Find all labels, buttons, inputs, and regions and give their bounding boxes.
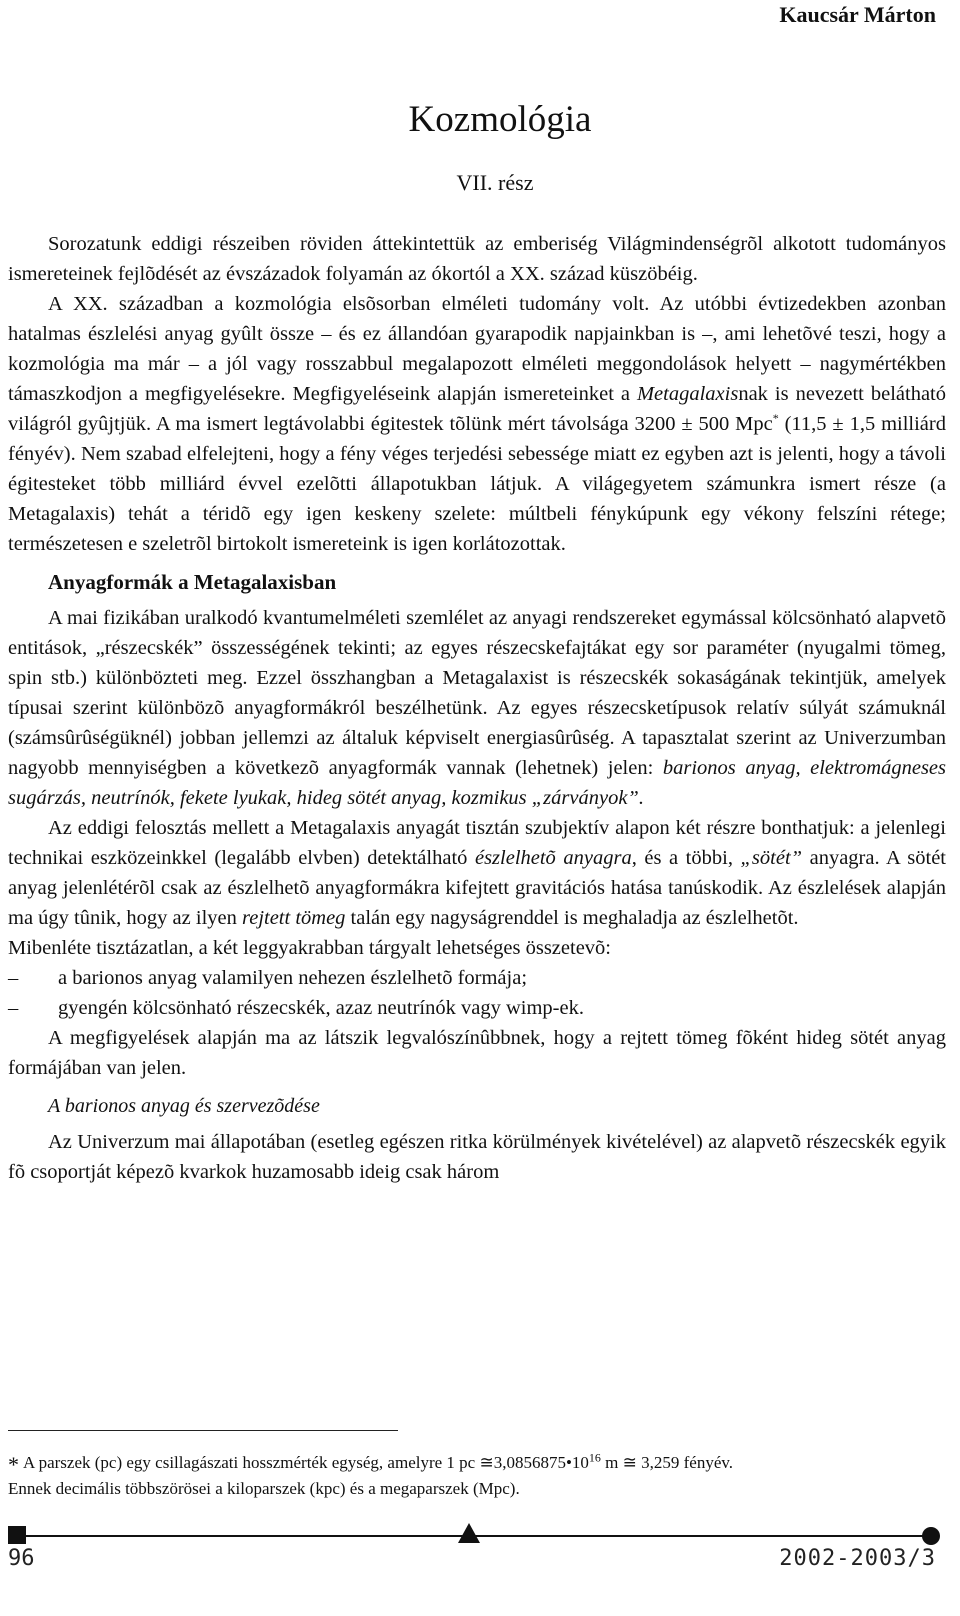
list-item <box>8 963 946 993</box>
article-title: Kozmológia <box>408 99 592 140</box>
text: (11,5 ± 1,5 milliárd fényév). Nem szabad elfelejteni, hogy a fény véges terjedési sebessége miatt ez egyben azt is jelenti, hogy a távoli égitesteket több milliárd évvel ezelõtti állapotukban látjuk. A világegyetem számunkra ismert része (a Metagalaxis) tehát a téridõ egy igen keskeny szelete: múltbeli fénykúpunk egy vékony felszíni rétege; természetesen e szeletrõl birtokolt ismereteink is igen korlátozottak. <box>8 413 946 555</box>
paragraph-dark-matter <box>8 813 946 933</box>
text: Az eddigi felosztás mellett a Metagalaxis anyagát tisztán szubjektív alapon két részre bonthatjuk: a jelenlegi technikai eszközeinkkel (legalább elvben) detektálható <box>8 817 946 869</box>
list-item-text: gyengén kölcsönható részecskék, azaz neutrínók vagy wimp-ek. <box>58 997 584 1019</box>
page-number: 96 <box>8 1546 35 1571</box>
text: nak is nevezett belátható világról gyûjtjük. A ma ismert legtávolabbi égitestek tõlünk mért távolsága 3200 ± 500 Mpc <box>8 383 946 435</box>
footnote-star: * <box>8 1452 19 1477</box>
component-list <box>8 963 946 1023</box>
author-name: Kaucsár Márton <box>779 2 936 27</box>
article-subtitle: VII. rész <box>456 170 534 195</box>
footnote-line-1 <box>8 1448 940 1476</box>
term-hidden-mass: rejtett tömeg <box>242 907 346 929</box>
article-body <box>8 229 946 1187</box>
text: anyagra. A sötét anyag jelenlétérõl csak az észlelhetõ anyagformákra kifejtett gravitációs hatása tanúskodik. Az észlelések alapján ma úgy tûnik, hogy az ilyen <box>8 847 946 929</box>
list-item <box>8 993 946 1023</box>
exponent: 16 <box>588 1450 601 1465</box>
list-item-text: a barionos anyag valamilyen nehezen észlelhetõ formája; <box>58 967 528 989</box>
section-heading-barion: A barionos anyag és szervezõdése <box>48 1095 320 1117</box>
dash-bullet: – <box>8 967 19 989</box>
section-heading-forms: Anyagformák a Metagalaxisban <box>48 570 337 594</box>
dash-bullet: – <box>8 997 19 1019</box>
text: A XX. században a kozmológia elsõsorban elméleti tudomány volt. Az utóbbi évtizedekben azonban hatalmas észlelési anyag gyûlt össze – és ez állandóan gyarapodik napjainkban is –, ami lehetõvé teszi, hogy a kozmológia ma már – a jól vagy rosszabbul megalapozott elméleti meggondolások helyett – nagymértékben támaszkodjon a megfigyelésekre. Megfigyeléseink alapján ismereteinket a <box>8 293 946 405</box>
text: A parszek (pc) egy csillagászati hosszmérték egység, amelyre 1 pc ≅3,0856875•10 <box>23 1453 589 1472</box>
footnote <box>8 1448 940 1502</box>
text: talán egy nagyságrenddel is meghaladja az észlelhetõt. <box>345 907 799 929</box>
term-observable-matter: észlelhetõ anyagra <box>474 847 632 869</box>
footnote-marker: * <box>772 411 779 426</box>
footnote-divider <box>8 1430 398 1431</box>
text: m ≅ 3,259 fényév. <box>600 1453 734 1472</box>
circle-icon <box>922 1527 940 1545</box>
paragraph-quarks: Az Univerzum mai állapotában (esetleg egészen ritka körülmények kivételével) az alapvetõ részecskék egyik fõ csoportját képezõ kvarkok huzamosabb ideig csak három <box>8 1131 946 1183</box>
text: A mai fizikában uralkodó kvantumelméleti szemlélet az anyagi rendszereket egymással kölcsönható alapvetõ entitások, „részecskék” összességének tekinti; az egyes részecskefajtákat egy sor paraméter (nyugalmi tömeg, spin stb.) különbözteti meg. Ezzel összhangban a Metagalaxist is részecskék sokaságának tekintjük, amelyek típusai szerint különbözõ anyagformákról beszélhetünk. Az egyes részecsketípusok relatív súlyát számuknál (számsûrûségüknél) jobban jellemzi az általuk képviselt energiasûrûség. A tapasztalat szerint az Univerzumban nagyobb mennyiségben a következõ anyagformák vannak (lehetnek) jelen: <box>8 607 946 779</box>
footnote-line-2: Ennek decimális többszörösei a kiloparszek (kpc) és a megaparszek (Mpc). <box>8 1479 520 1498</box>
matter-forms-list: barionos anyag, elektromágneses sugárzás, neutrínók, fekete lyukak, hideg sötét anyag, kozmikus „zárványok”. <box>8 757 946 809</box>
paragraph-matter-forms <box>8 603 946 813</box>
paragraph-20th-century <box>8 289 946 559</box>
paragraph-conclusion: A megfigyelések alapján ma az látszik legvalószínûbbnek, hogy a rejtett tömeg fõként hideg sötét anyag formájában van jelen. <box>8 1027 946 1079</box>
square-icon <box>8 1526 26 1544</box>
term-dark: „sötét” <box>740 847 803 869</box>
text: , és a többi, <box>631 847 741 869</box>
issue-number: 2002-2003/3 <box>779 1546 936 1571</box>
term-metagalaxis: Metagalaxis <box>636 383 739 405</box>
paragraph-components: Mibenléte tisztázatlan, a két leggyakrabban tárgyalt lehetséges összetevõ: <box>8 937 611 959</box>
triangle-icon <box>458 1523 480 1543</box>
paragraph-intro: Sorozatunk eddigi részeiben röviden áttekintettük az emberiség Világmindenségrõl alkotott tudományos ismereteinek fejlõdését az évszázadok folyamán az ókortól a XX. század küszöbéig. <box>8 233 946 285</box>
